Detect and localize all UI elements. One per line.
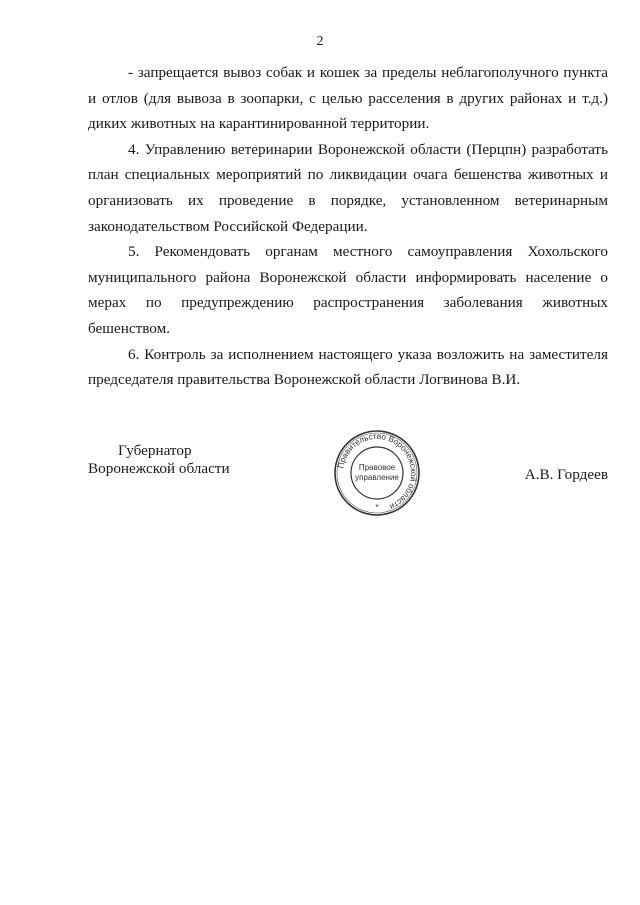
signatory-name: А.В. Гордеев bbox=[524, 466, 608, 483]
seal-outer-text: Правительство Воронежской области bbox=[336, 431, 419, 512]
signatory-title bbox=[88, 442, 230, 478]
paragraph-item-4: 4. Управлению ветеринарии Воронежской области (Перцпн) разработать план специальных мероприятий по ликвидации очага бешенства животных и организовать их проведение в порядке, установленном ветеринарным законодательством Российской Федерации. bbox=[88, 140, 608, 235]
signatory-position: Губернатор bbox=[118, 442, 192, 459]
seal-star-icon: * bbox=[375, 503, 379, 512]
signatory-region: Воронежской области bbox=[88, 460, 230, 477]
official-seal-stamp bbox=[332, 428, 422, 518]
seal-inner-line2: управление bbox=[355, 473, 399, 482]
paragraph-item-6: 6. Контроль за исполнением настоящего указа возложить на заместителя председателя правительства Воронежской области Логвинова В.И. bbox=[88, 345, 608, 389]
paragraph-export-ban: - запрещается вывоз собак и кошек за пределы неблагополучного пункта и отлов (для вывоза в зоопарки, с целью расселения в других районах и т.д.) диких животных на карантинированной территории. bbox=[88, 64, 608, 133]
paragraph-item-5: 5. Рекомендовать органам местного самоуправления Хохольского муниципального района Воронежской области информировать население о мерах по предупреждению распространения заболевания животных бешенством. bbox=[88, 243, 608, 337]
document-body bbox=[88, 60, 608, 393]
page-number: 2 bbox=[316, 34, 324, 49]
seal-inner-line1: Правовое bbox=[358, 463, 396, 472]
